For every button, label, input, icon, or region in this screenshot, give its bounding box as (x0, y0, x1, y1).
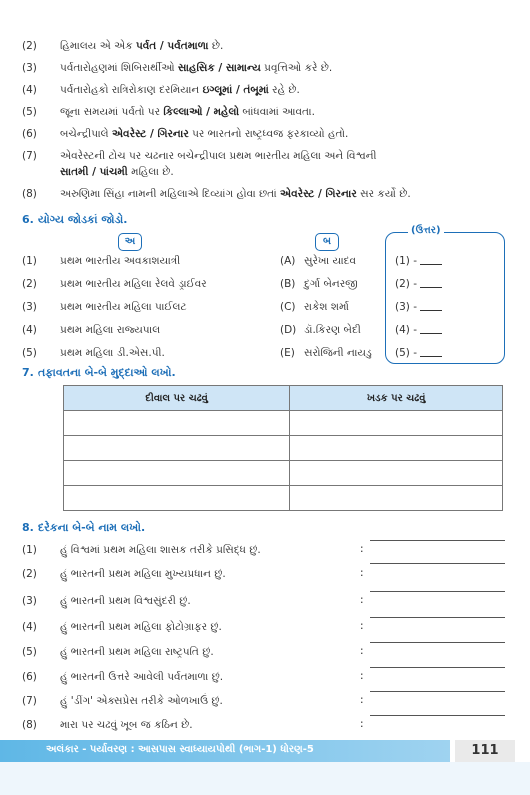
table-cell[interactable] (290, 461, 503, 486)
table-cell[interactable] (64, 411, 290, 436)
colon: : (360, 594, 364, 606)
table-cell[interactable] (64, 436, 290, 461)
answer-line[interactable] (370, 591, 505, 592)
footer-title: અલંકાર - પર્યાવરણ : આસપાસ સ્વાધ્યાયપોથી (ભાગ-1) ધોરણ-5 (46, 744, 314, 755)
answer-label: (ઉત્તર) (408, 225, 444, 236)
answer-blank[interactable] (420, 310, 442, 311)
column-b-badge: બ (315, 233, 339, 251)
colon: : (360, 543, 364, 555)
table-header-rock: ખડક પર ચઢવું (290, 386, 503, 411)
table-cell[interactable] (290, 411, 503, 436)
answer-line[interactable] (370, 642, 505, 643)
table-cell[interactable] (290, 486, 503, 511)
table-cell[interactable] (64, 486, 290, 511)
match-row: (2) પ્રથમ ભારતીય મહિલા રેલવે ડ્રાઈવર (B) દુર્ગા બેનરજી (2) - (22, 278, 37, 290)
answer-box (385, 232, 505, 364)
page-footer (0, 740, 530, 762)
section-7-title: 7. તફાવતના બે-બે મુદ્દાઓ લખો. (22, 366, 176, 379)
answer-line[interactable] (370, 667, 505, 668)
section-6-title: 6. યોગ્ય જોડકાં જોડો. (22, 213, 128, 226)
answer-line[interactable] (370, 540, 505, 541)
match-row: (3) પ્રથમ ભારતીય મહિલા પાઈલટ (C) રાકેશ શર્મા (3) - (22, 301, 37, 313)
workbook-page: (2) હિમાલય એ એક પર્વત / પર્વતમાળા છે. (3) પર્વતારોહણમાં શિબિરાર્થીઓ સાહસિક / સામાન્ય પ્રવૃત્તિઓ કરે છે. (4) પર્વતારોહકો રાત્રિરોકાણ દરમિયાન ઇગ્લૂમાં / તંબૂમાં રહે છે. (5) જૂના સમયમાં પર્વતો પર કિલ્લાઓ / મહેલો બાંધવામાં આવતા. (6) બચેન્દ્રીપાલે એવરેસ્ટ / ગિરનાર પર ભારતનો રાષ્ટ્રધ્વજ ફરકાવ્યો હતો. (7) એવરેસ્ટની ટોચ પર ચઢનાર બચેન્દ્રીપાલ પ્રથમ ભારતીય મહિલા અને વિશ્વની સાતમી / પાંચમી મહિલા છે. (8) અરુણિમા સિંહા નામની મહિલાએ દિવ્યાંગ હોવા છતાં એવરેસ્ટ / ગિરનાર સર કર્યો છે. 6. યોગ્ય જોડકાં જોડો. અ બ (ઉત્તર) (1) પ્રથમ ભારતીય અવકાશયાત્રી (A) સુરેખા યાદવ (1) - (2) પ્રથમ ભારતીય મહિલા રેલવે ડ્રાઈવર (B) દુર્ગા બેનરજી (2) - (3) પ્રથમ ભારતીય મહિલા પાઈલટ (C) રાકેશ શર્મા (3) - (4) પ્રથમ મહિલા રાજ્યપાલ (D) ડૉ.કિરણ બેદી (4) - (5) પ્રથમ મહિલા ડી.એસ.પી. (E) સરોજિની નાયડુ (5) - 7. તફાવતના બે-બે મુદ્દાઓ લખો. દીવાલ પર ચઢવું ખડક પર ચઢવું 8. દરેકના બે-બે નામ લખો. (1) હું વિશ્વમાં પ્રથમ મહિલા શાસક તરીકે પ્રસિદ્ધ છું. : (2) હું ભારતની પ્રથમ મહિલા મુખ્યપ્રધાન છું. : (3) હું ભારતની પ્રથમ વિશ્વસુંદરી છું. : (4) હું ભારતની પ્રથમ મહિલા ફોટોગ્રાફર છું. : (5) હું ભારતની પ્રથમ મહિલા રાષ્ટ્રપતિ છું. : (6) હું ભારતની ઉત્તરે આવેલી પર્વતમાળા છું. : (7) હું 'ડીંગ' એક્સપ્રેસ તરીકે ઓળખાઉં છું. : (8) મારા પર ચઢવું ખૂબ જ કઠિન છે. : અલંકાર - પર્યાવરણ : આસપાસ સ્વાધ્યાયપોથી (ભાગ-1) ધોરણ-5 111 (0, 0, 530, 795)
colon: : (360, 694, 364, 706)
table-cell[interactable] (290, 436, 503, 461)
match-row: (1) પ્રથમ ભારતીય અવકાશયાત્રી (A) સુરેખા યાદવ (1) - (22, 255, 37, 267)
colon: : (360, 567, 364, 579)
colon: : (360, 645, 364, 657)
match-row: (5) પ્રથમ મહિલા ડી.એસ.પી. (E) સરોજિની નાયડુ (5) - (22, 347, 37, 359)
answer-blank[interactable] (420, 287, 442, 288)
answer-line[interactable] (370, 691, 505, 692)
answer-line[interactable] (370, 617, 505, 618)
answer-blank[interactable] (420, 333, 442, 334)
match-row: (4) પ્રથમ મહિલા રાજ્યપાલ (D) ડૉ.કિરણ બેદી (4) - (22, 324, 37, 336)
colon: : (360, 718, 364, 730)
table-cell[interactable] (64, 461, 290, 486)
bottom-band (0, 762, 530, 795)
answer-line[interactable] (370, 715, 505, 716)
table-header-wall: દીવાલ પર ચઢવું (64, 386, 290, 411)
colon: : (360, 620, 364, 632)
answer-line[interactable] (370, 563, 505, 564)
column-a-badge: અ (118, 233, 142, 251)
comparison-table (63, 385, 503, 511)
colon: : (360, 670, 364, 682)
answer-blank[interactable] (420, 264, 442, 265)
section-8-title: 8. દરેકના બે-બે નામ લખો. (22, 521, 146, 534)
answer-blank[interactable] (420, 356, 442, 357)
page-number: 111 (455, 740, 515, 762)
